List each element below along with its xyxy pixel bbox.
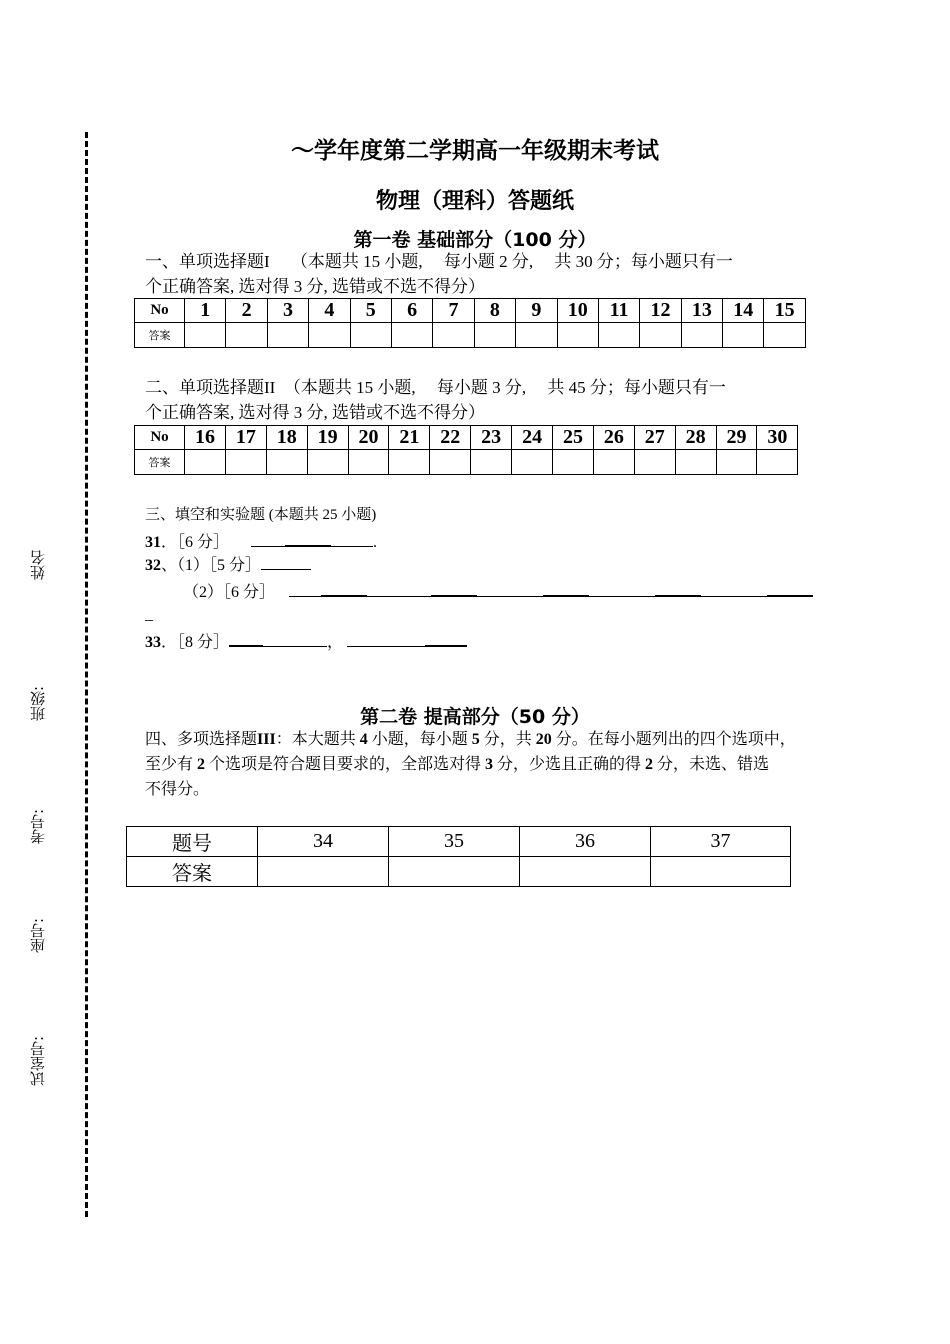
no-header-cell: No bbox=[135, 426, 185, 450]
section2-answer-table bbox=[134, 425, 798, 475]
question-number-cell: 1 bbox=[185, 299, 226, 323]
answer-cell[interactable] bbox=[764, 323, 805, 348]
answer-cell[interactable] bbox=[681, 323, 722, 348]
answer-cell[interactable] bbox=[598, 323, 639, 348]
section2-line1: 二、单项选择题II （本题共 15 小题, 每小题 3 分, 共 45 分；每小题只有一 bbox=[145, 378, 726, 397]
q32-part1-score: 、（1）［5 分］ bbox=[161, 557, 262, 574]
question-number-cell: 2 bbox=[226, 299, 267, 323]
question-number-cell: 35 bbox=[389, 827, 520, 857]
s4-text: 至少有 bbox=[145, 756, 198, 773]
question-number-cell: 3 bbox=[267, 299, 308, 323]
answer-cell[interactable] bbox=[557, 323, 598, 348]
s4-bold: 20 bbox=[535, 731, 552, 748]
question-32-part2 bbox=[183, 580, 813, 604]
s4-text: ：本大题共 bbox=[275, 731, 360, 748]
question-number-cell: 21 bbox=[389, 426, 430, 450]
q32-part2-blank[interactable] bbox=[367, 581, 431, 597]
answer-cell[interactable] bbox=[520, 857, 651, 887]
question-33 bbox=[145, 630, 467, 654]
s4-text: 分。在每小题列出的四个选项中， bbox=[551, 731, 796, 748]
answer-row-label: 答案 bbox=[127, 857, 258, 887]
answer-cell[interactable] bbox=[225, 450, 266, 475]
section1-answer-table bbox=[134, 298, 806, 348]
q31-score: ．［6 分］ bbox=[161, 534, 230, 551]
q31-number: 31 bbox=[145, 534, 161, 551]
q32-part2-blank[interactable] bbox=[655, 580, 701, 597]
question-number-cell: 5 bbox=[350, 299, 391, 323]
s4-bold: III bbox=[257, 731, 276, 748]
part2-title: 第二卷 提高部分（50 分） bbox=[360, 706, 590, 728]
table-answer-row bbox=[127, 857, 791, 887]
s4-text: 分，共 bbox=[479, 731, 536, 748]
answer-cell[interactable] bbox=[512, 450, 553, 475]
section4-line1 bbox=[145, 727, 810, 752]
q32-part2-blank[interactable] bbox=[431, 580, 477, 597]
question-number-cell: 37 bbox=[651, 827, 791, 857]
q32-part2-blank[interactable] bbox=[701, 581, 767, 597]
q32-part2-score: （2）［6 分］ bbox=[183, 584, 276, 601]
s4-text: 分，未选、错选 bbox=[653, 756, 770, 773]
table-answer-row bbox=[135, 323, 806, 348]
s4-text: 个选项是符合题目要求的，全部选对得 bbox=[205, 756, 486, 773]
q32-part2-blank[interactable] bbox=[543, 580, 589, 597]
question-number-cell: 10 bbox=[557, 299, 598, 323]
table-header-row bbox=[127, 827, 791, 857]
answer-cell[interactable] bbox=[389, 450, 430, 475]
answer-cell[interactable] bbox=[307, 450, 348, 475]
q32-trailing: _ bbox=[145, 606, 153, 623]
answer-cell[interactable] bbox=[723, 323, 764, 348]
question-number-cell: 26 bbox=[593, 426, 634, 450]
page-title: ～学年度第二学期高一年级期末考试 bbox=[291, 138, 659, 164]
question-number-cell: 18 bbox=[266, 426, 307, 450]
q32-part2-blank[interactable] bbox=[321, 580, 367, 597]
question-number-cell: 36 bbox=[520, 827, 651, 857]
s4-bold: 5 bbox=[471, 731, 480, 748]
question-number-cell: 34 bbox=[258, 827, 389, 857]
s4-bold: 4 bbox=[359, 731, 368, 748]
question-number-cell: 27 bbox=[634, 426, 675, 450]
q31-blank[interactable] bbox=[331, 531, 373, 547]
section1-instructions bbox=[145, 249, 810, 299]
answer-cell[interactable] bbox=[391, 323, 432, 348]
question-32 bbox=[145, 554, 311, 577]
answer-cell[interactable] bbox=[593, 450, 634, 475]
answer-cell[interactable] bbox=[267, 323, 308, 348]
answer-cell[interactable] bbox=[675, 450, 716, 475]
binding-dashed-line bbox=[85, 132, 88, 1217]
answer-cell[interactable] bbox=[350, 323, 391, 348]
answer-cell[interactable] bbox=[474, 323, 515, 348]
answer-cell[interactable] bbox=[185, 450, 226, 475]
q32-part2-blank[interactable] bbox=[767, 580, 813, 597]
no-header-cell: No bbox=[135, 299, 185, 323]
question-number-cell: 25 bbox=[553, 426, 594, 450]
section4-instructions bbox=[145, 727, 810, 802]
section2-line2: 个正确答案, 选对得 3 分, 选错或不选不得分） bbox=[145, 403, 485, 422]
s4-bold: 2 bbox=[197, 756, 206, 773]
section1-line2: 个正确答案, 选对得 3 分, 选错或不选不得分） bbox=[145, 277, 485, 296]
q33-blank[interactable] bbox=[425, 630, 467, 647]
q31-blank[interactable] bbox=[251, 531, 285, 547]
name-label: 姓名 bbox=[29, 550, 47, 580]
answer-cell[interactable] bbox=[266, 450, 307, 475]
question-number-cell: 22 bbox=[430, 426, 471, 450]
q33-score: ．［8 分］ bbox=[161, 634, 230, 651]
answer-row-label: 答案 bbox=[135, 450, 185, 475]
answer-cell[interactable] bbox=[389, 857, 520, 887]
section1-line1: 一、单项选择题I （本题共 15 小题, 每小题 2 分, 共 30 分；每小题只有一 bbox=[145, 252, 733, 271]
s4-text: 四、多项选择题 bbox=[145, 731, 258, 748]
q32-number: 32 bbox=[145, 557, 161, 574]
q32-part2-blank[interactable] bbox=[477, 581, 543, 597]
answer-cell[interactable] bbox=[433, 323, 474, 348]
answer-cell[interactable] bbox=[634, 450, 675, 475]
s4-text: 分，少选且正确的得 bbox=[493, 756, 646, 773]
section4-line3: 不得分。 bbox=[145, 781, 210, 798]
page-subtitle: 物理（理科）答题纸 bbox=[375, 189, 574, 214]
q32-part2-blank[interactable] bbox=[289, 581, 321, 597]
q31-period: . bbox=[373, 534, 378, 551]
seat-number-label: 座号: bbox=[29, 917, 47, 953]
question-number-cell: 8 bbox=[474, 299, 515, 323]
question-number-cell: 24 bbox=[512, 426, 553, 450]
question-number-cell: 30 bbox=[757, 426, 798, 450]
question-31 bbox=[145, 530, 377, 554]
exam-number-label: 考号: bbox=[29, 808, 47, 844]
q33-number: 33 bbox=[145, 634, 161, 651]
answer-cell[interactable] bbox=[185, 323, 226, 348]
question-number-cell: 29 bbox=[716, 426, 757, 450]
question-number-cell: 19 bbox=[307, 426, 348, 450]
s4-bold: 3 bbox=[485, 756, 494, 773]
question-number-cell: 23 bbox=[471, 426, 512, 450]
question-number-cell: 28 bbox=[675, 426, 716, 450]
answer-cell[interactable] bbox=[258, 857, 389, 887]
question-number-cell: 13 bbox=[681, 299, 722, 323]
question-number-cell: 12 bbox=[640, 299, 681, 323]
question-number-cell: 20 bbox=[348, 426, 389, 450]
table-answer-row bbox=[135, 450, 798, 475]
answer-cell[interactable] bbox=[553, 450, 594, 475]
part1-title: 第一卷 基础部分（100 分） bbox=[353, 229, 597, 251]
question-number-cell: 4 bbox=[309, 299, 350, 323]
room-number-label: 试室号: bbox=[29, 1035, 47, 1087]
q32-part2-blank[interactable] bbox=[589, 581, 655, 597]
q31-blank[interactable] bbox=[285, 530, 331, 547]
section4-answer-table bbox=[126, 826, 791, 887]
answer-cell[interactable] bbox=[757, 450, 798, 475]
q33-blank[interactable] bbox=[347, 631, 425, 647]
question-number-label: 题号 bbox=[127, 827, 258, 857]
answer-cell[interactable] bbox=[309, 323, 350, 348]
q32-part1-blank[interactable] bbox=[261, 554, 311, 570]
class-label: 班级: bbox=[29, 685, 47, 721]
q33-blank[interactable] bbox=[263, 631, 327, 647]
answer-cell[interactable] bbox=[640, 323, 681, 348]
question-number-cell: 16 bbox=[185, 426, 226, 450]
table-header-row bbox=[135, 426, 798, 450]
q33-blank[interactable] bbox=[229, 630, 263, 647]
answer-cell[interactable] bbox=[716, 450, 757, 475]
question-number-cell: 11 bbox=[598, 299, 639, 323]
section4-line2 bbox=[145, 752, 810, 777]
question-number-cell: 7 bbox=[433, 299, 474, 323]
s4-text: 小题，每小题 bbox=[367, 731, 472, 748]
question-number-cell: 17 bbox=[225, 426, 266, 450]
question-number-cell: 9 bbox=[516, 299, 557, 323]
answer-cell[interactable] bbox=[226, 323, 267, 348]
section2-instructions bbox=[145, 375, 810, 425]
s4-bold: 2 bbox=[645, 756, 654, 773]
section3-heading: 三、填空和实验题 (本题共 25 小题) bbox=[145, 507, 377, 523]
answer-row-label: 答案 bbox=[135, 323, 185, 348]
answer-cell[interactable] bbox=[471, 450, 512, 475]
q33-comma: ， bbox=[327, 634, 344, 651]
table-header-row bbox=[135, 299, 806, 323]
question-number-cell: 15 bbox=[764, 299, 805, 323]
question-number-cell: 6 bbox=[391, 299, 432, 323]
answer-cell[interactable] bbox=[430, 450, 471, 475]
question-number-cell: 14 bbox=[723, 299, 764, 323]
answer-cell[interactable] bbox=[651, 857, 791, 887]
answer-cell[interactable] bbox=[516, 323, 557, 348]
answer-cell[interactable] bbox=[348, 450, 389, 475]
